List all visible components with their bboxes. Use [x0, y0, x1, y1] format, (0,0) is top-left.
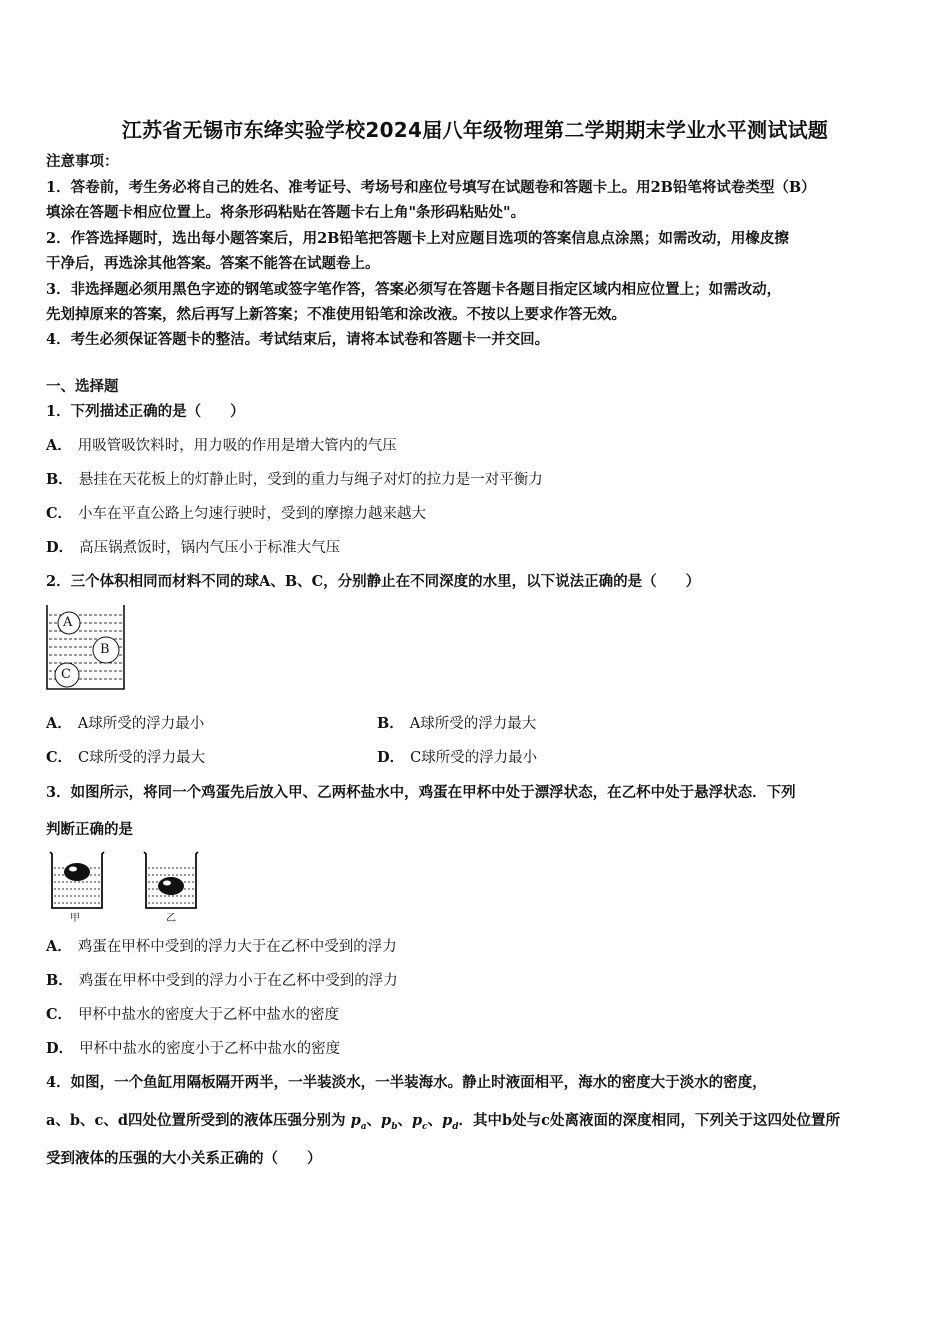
q3-option-c[interactable]: C． 甲杯中盐水的密度大于乙杯中盐水的密度 — [46, 1006, 340, 1023]
q3-stem-line1: 3．如图所示，将同一个鸡蛋先后放入甲、乙两杯盐水中，鸡蛋在甲杯中处于漂浮状态，在乙杯中处于悬浮状态．下列 — [46, 784, 796, 801]
var-pb: $p_b$ — [381, 1112, 398, 1132]
page-title: 江苏省无锡市东绛实验学校2024届八年级物理第二学期期末学业水平测试试题 — [121, 118, 829, 142]
cup-yi-label: 乙 — [166, 913, 176, 924]
q2-option-d[interactable]: D． C球所受的浮力最小 — [377, 749, 538, 766]
ball-b-label: B — [100, 642, 110, 657]
note-line: 填涂在答题卡相应位置上。将条形码粘贴在答题卡右上角"条形码粘贴处"。 — [46, 204, 526, 221]
q1-option-a[interactable]: A． 用吸管吸饮料时，用力吸的作用是增大管内的气压 — [46, 437, 397, 454]
q2-figure-tank — [46, 603, 126, 691]
ball-c-label: C — [61, 667, 71, 682]
note-line: 1．答卷前，考生务必将自己的姓名、准考证号、考场号和座位号填写在试题卷和答题卡上。用2B铅笔将试卷类型（B） — [46, 179, 816, 196]
q3-option-a[interactable]: A． 鸡蛋在甲杯中受到的浮力大于在乙杯中受到的浮力 — [46, 938, 397, 955]
cup-jia-label: 甲 — [70, 913, 80, 924]
q3-option-d[interactable]: D． 甲杯中盐水的密度小于乙杯中盐水的密度 — [46, 1040, 341, 1057]
section-heading: 一、选择题 — [46, 378, 119, 395]
q3-cup-yi — [140, 850, 202, 922]
q4-line1: 4．如图，一个鱼缸用隔板隔开两半，一半装淡水，一半装海水。静止时液面相平，海水的密度大于淡水的密度， — [46, 1074, 767, 1091]
note-line: 3．非选择题必须用黑色字迹的钢笔或签字笔作答，答案必须写在答题卡各题目指定区域内相应位置上；如需改动， — [46, 281, 782, 298]
q2-option-c[interactable]: C． C球所受的浮力最大 — [46, 749, 206, 766]
tank-diagram — [46, 603, 126, 691]
q1-option-b[interactable]: B． 悬挂在天花板上的灯静止时，受到的重力与绳子对灯的拉力是一对平衡力 — [46, 471, 543, 488]
note-line: 4．考生必须保证答题卡的整洁。考试结束后，请将本试卷和答题卡一并交回。 — [46, 331, 550, 348]
q2-option-a[interactable]: A． A球所受的浮力最小 — [46, 715, 205, 732]
q3-cup-jia — [46, 850, 108, 922]
q1-stem: 1．下列描述正确的是（ ） — [46, 403, 245, 420]
var-pc: $p_c$ — [411, 1112, 428, 1132]
var-pd: $p_d$ — [442, 1112, 459, 1132]
note-line: 干净后，再选涂其他答案。答案不能答在试题卷上。 — [46, 255, 380, 272]
q4-line3: 受到液体的压强的大小关系正确的（ ） — [46, 1150, 322, 1167]
q2-stem: 2．三个体积相同而材料不同的球A、B、C，分别静止在不同深度的水里，以下说法正确的是（ ） — [46, 573, 701, 590]
note-line: 2．作答选择题时，选出每小题答案后，用2B铅笔把答题卡上对应题目选项的答案信息点涂黑；如需改动，用橡皮擦 — [46, 230, 789, 247]
q4-line2: a、b、c、d四处位置所受到的液体压强分别为 $p_a$、$p_b$、$p_c$、$p_d$．其中b处与c处离液面的深度相同，下列关于这四处位置所 — [46, 1112, 841, 1132]
q2-option-b[interactable]: B． A球所受的浮力最大 — [377, 715, 537, 732]
var-pa: $p_a$ — [350, 1112, 367, 1132]
notes-heading: 注意事项： — [46, 153, 119, 170]
q3-stem-line2: 判断正确的是 — [46, 821, 133, 838]
q1-option-d[interactable]: D． 高压锅煮饭时，锅内气压小于标准大气压 — [46, 539, 341, 556]
ball-a-label: A — [63, 615, 73, 630]
q3-option-b[interactable]: B． 鸡蛋在甲杯中受到的浮力小于在乙杯中受到的浮力 — [46, 972, 398, 989]
note-line: 先划掉原来的答案，然后再写上新答案；不准使用铅笔和涂改液。不按以上要求作答无效。 — [46, 306, 626, 323]
q1-option-c[interactable]: C． 小车在平直公路上匀速行驶时，受到的摩擦力越来越大 — [46, 505, 427, 522]
